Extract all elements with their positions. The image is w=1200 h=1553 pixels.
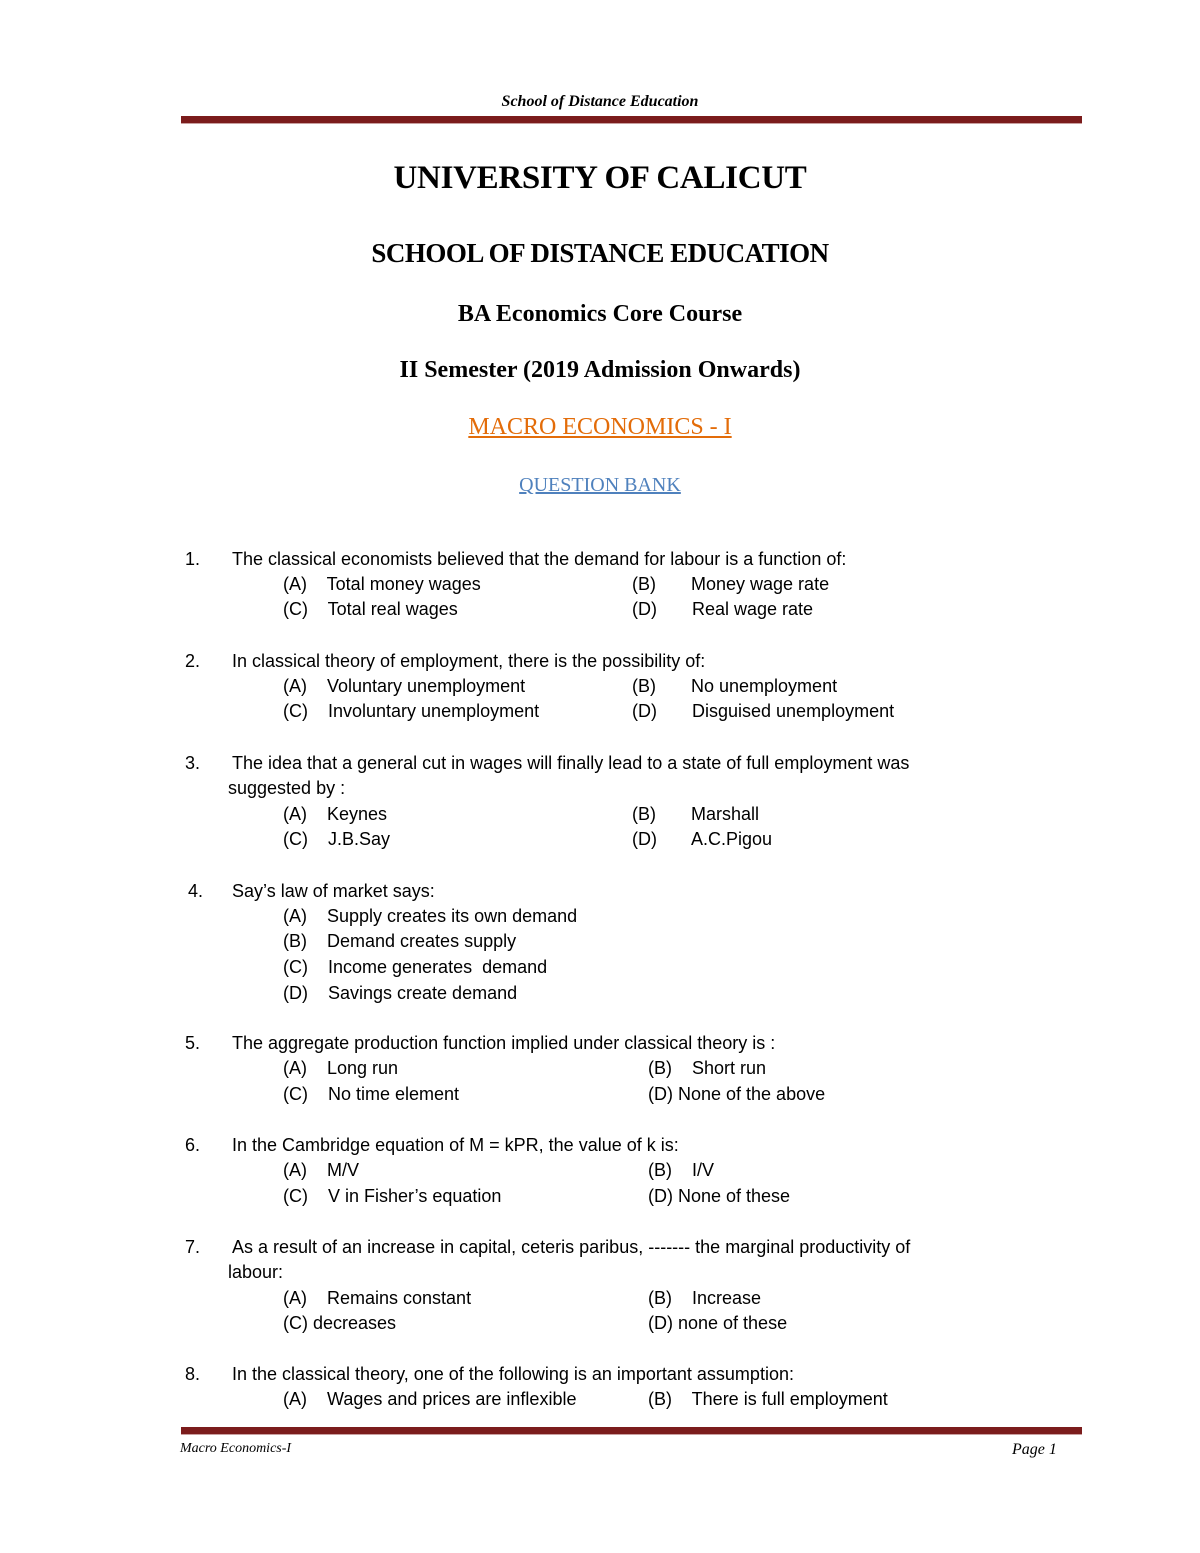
option-c: (C) Income generates demand <box>283 957 548 977</box>
option-a: (A) Voluntary unemployment <box>283 676 526 696</box>
option-d: (D) None of these <box>648 1186 791 1206</box>
semester-title: II Semester (2019 Admission Onwards) <box>399 357 801 383</box>
option-b: (B) Marshall <box>632 804 760 824</box>
option-a: (A) M/V <box>283 1160 359 1180</box>
question-number: 3. <box>185 753 201 773</box>
subject-title: MACRO ECONOMICS - I <box>468 414 732 440</box>
option-b: (B) Short run <box>648 1058 767 1078</box>
option-a: (A) Long run <box>283 1058 399 1078</box>
question-number: 7. <box>185 1237 201 1257</box>
footer-course: Macro Economics-I <box>180 1441 292 1456</box>
option-c: (C) Total real wages <box>283 599 458 619</box>
option-c: (C) V in Fisher’s equation <box>283 1186 502 1206</box>
question-text: Say’s law of market says: <box>232 881 435 901</box>
question-number: 6. <box>185 1135 201 1155</box>
question-text: The idea that a general cut in wages will finally lead to a state of full employment was <box>232 753 910 773</box>
course-title: BA Economics Core Course <box>457 301 743 327</box>
option-a: (A) Remains constant <box>283 1288 472 1308</box>
option-b: (B) No unemployment <box>632 676 838 696</box>
option-a: (A) Wages and prices are inflexible <box>283 1389 577 1409</box>
option-b: (B) There is full employment <box>648 1389 888 1409</box>
question-text: As a result of an increase in capital, ceteris paribus, ------- the marginal productivity of <box>232 1237 911 1257</box>
option-c: (C) J.B.Say <box>283 829 391 849</box>
section-title: QUESTION BANK <box>519 474 681 496</box>
university-title: UNIVERSITY OF CALICUT <box>393 160 807 196</box>
option-d: (D) none of these <box>648 1313 788 1333</box>
option-a: (A) Total money wages <box>283 574 481 594</box>
question-text: The classical economists believed that the demand for labour is a function of: <box>232 549 847 569</box>
running-header: School of Distance Education <box>501 93 699 110</box>
question-text: In the Cambridge equation of M = kPR, the value of k is: <box>232 1135 679 1155</box>
option-d: (D) A.C.Pigou <box>632 829 773 849</box>
question-text: In the classical theory, one of the following is an important assumption: <box>232 1364 794 1384</box>
question-text-continued: suggested by : <box>228 778 346 798</box>
page-number: Page 1 <box>1012 1441 1057 1458</box>
option-d: (D) Savings create demand <box>283 983 518 1003</box>
option-a: (A) Supply creates its own demand <box>283 906 578 926</box>
option-b: (B) Money wage rate <box>632 574 830 594</box>
question-number: 8. <box>185 1364 201 1384</box>
school-title: SCHOOL OF DISTANCE EDUCATION <box>371 238 829 268</box>
option-c: (C) No time element <box>283 1084 460 1104</box>
option-b: (B) I/V <box>648 1160 715 1180</box>
option-d: (D) Disguised unemployment <box>632 701 895 721</box>
option-b: (B) Demand creates supply <box>283 931 517 951</box>
question-text: The aggregate production function implied under classical theory is : <box>232 1033 776 1053</box>
option-d: (D) Real wage rate <box>632 599 814 619</box>
option-b: (B) Increase <box>648 1288 762 1308</box>
question-number: 2. <box>185 651 201 671</box>
option-c: (C) Involuntary unemployment <box>283 701 540 721</box>
option-a: (A) Keynes <box>283 804 388 824</box>
option-c: (C) decreases <box>283 1313 397 1333</box>
header-rule <box>181 116 1082 124</box>
question-text-continued: labour: <box>228 1262 284 1282</box>
question-number: 5. <box>185 1033 201 1053</box>
question-number: 1. <box>185 549 201 569</box>
question-text: In classical theory of employment, there is the possibility of: <box>232 651 706 671</box>
question-number: 4. <box>188 881 204 901</box>
footer-rule <box>181 1427 1082 1435</box>
option-d: (D) None of the above <box>648 1084 826 1104</box>
